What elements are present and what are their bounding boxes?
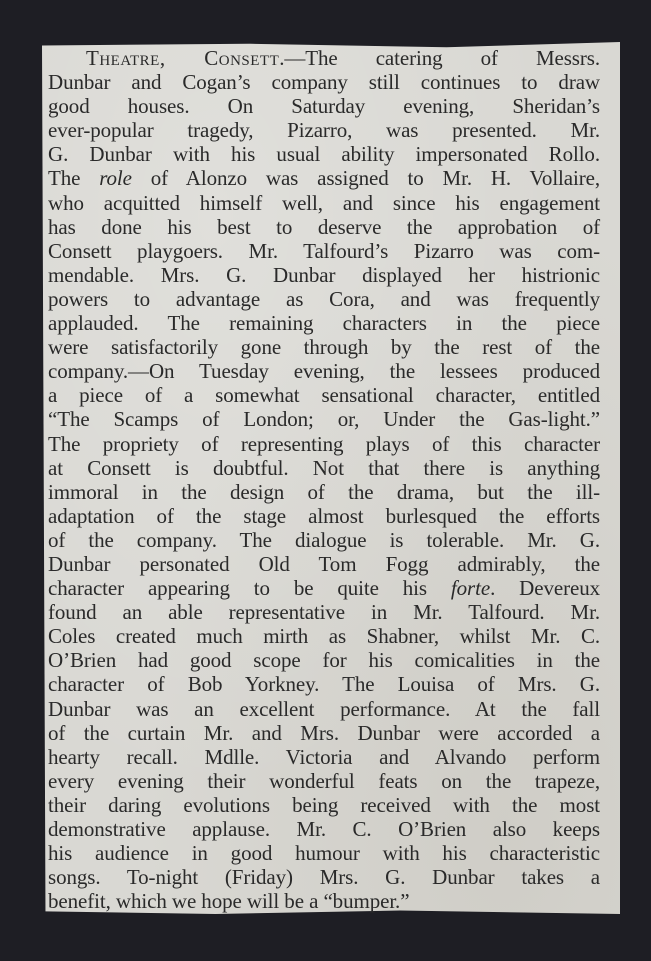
article-line: Coles created much mirth as Shabner, whilst Mr. C. [48, 624, 600, 649]
article-line: every evening their wonderful feats on the trapeze, [48, 768, 600, 793]
article-line: ever-popular tragedy, Pizarro, was presented. Mr. [48, 118, 600, 143]
article-line: The propriety of representing plays of this character [48, 431, 600, 456]
article-line: applauded. The remaining characters in the piece [48, 311, 600, 336]
article-line: their daring evolutions being received with the most [48, 792, 600, 817]
article-line: good houses. On Saturday evening, Sheridan’s [48, 94, 600, 119]
article-line: at Consett is doubtful. Not that there is anything [48, 455, 600, 480]
article-line: who acquitted himself well, and since his engagement [48, 190, 600, 215]
article-line: his audience in good humour with his characteristic [48, 841, 600, 866]
article-line: Theatre, Consett.—The catering of Messrs. [86, 46, 601, 70]
article-line: of the company. The dialogue is tolerable. Mr. G. [48, 527, 600, 552]
article-line: benefit, which we hope will be a “bumper.” [48, 889, 410, 914]
article-line: songs. To-night (Friday) Mrs. G. Dunbar takes a [48, 865, 600, 890]
article-line: company.—On Tuesday evening, the lessees produced [48, 359, 600, 384]
article-heading: Theatre, Consett [86, 46, 280, 70]
article-line: demonstrative applause. Mr. C. O’Brien also keeps [48, 817, 600, 841]
article-line: has done his best to deserve the approbation of [48, 214, 600, 239]
article-line: a piece of a somewhat sensational character, entitled [48, 383, 600, 408]
article-line: Consett playgoers. Mr. Talfourd’s Pizarro was com- [48, 238, 600, 263]
article-line: Dunbar personated Old Tom Fogg admirably, the [48, 551, 600, 576]
article-line: adaptation of the stage almost burlesqued the efforts [48, 503, 600, 528]
article-line: Dunbar and Cogan’s company still continues to draw [48, 70, 600, 95]
article-line: The role of Alonzo was assigned to Mr. H. Vollaire, [48, 166, 601, 191]
italic-word: forte [450, 576, 491, 601]
italic-word: role [99, 166, 132, 191]
article-line: “The Scamps of London; or, Under the Gas-light.” [48, 407, 600, 432]
article-line: found an able representative in Mr. Talfourd. Mr. [48, 600, 600, 625]
article-line: character appearing to be quite his forte. Devereux [48, 576, 600, 601]
article-line: G. Dunbar with his usual ability impersonated Rollo. [48, 142, 600, 167]
article-line: powers to advantage as Cora, and was frequently [48, 286, 600, 311]
article-text [48, 46, 600, 913]
article-line: immoral in the design of the drama, but the ill- [48, 479, 600, 504]
article-line: O’Brien had good scope for his comicalities in the [48, 648, 600, 673]
article-line: Dunbar was an excellent performance. At the fall [48, 696, 600, 721]
article-line: of the curtain Mr. and Mrs. Dunbar were accorded a [48, 720, 600, 745]
article-line: were satisfactorily gone through by the rest of the [48, 335, 600, 360]
article-line: character of Bob Yorkney. The Louisa of Mrs. G. [48, 672, 600, 697]
article-line: hearty recall. Mdlle. Victoria and Alvando perform [48, 744, 600, 769]
article-line: mendable. Mrs. G. Dunbar displayed her histrionic [48, 262, 600, 287]
